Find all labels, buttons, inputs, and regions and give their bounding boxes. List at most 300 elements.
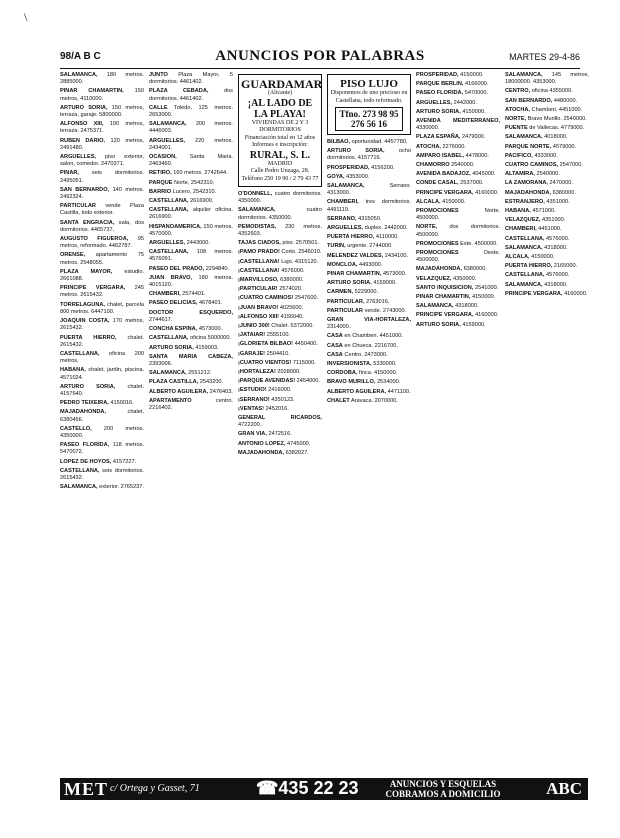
ad-text: 4318000. <box>544 281 568 288</box>
ad-text: 6380000. <box>280 277 304 284</box>
ad-heading: PINAR CHAMARTIN, <box>327 271 382 278</box>
ad-text: 2541000. <box>474 284 499 291</box>
ad-text: 5330000. <box>373 361 397 368</box>
classified-ad <box>149 198 233 205</box>
piso-lujo-phone-1: Tfno. 273 98 95 <box>339 109 399 119</box>
ad-heading: PLAZA CEBADA, <box>149 88 209 95</box>
ad-text: 2294840. <box>205 265 230 272</box>
ad-heading: SALAMANCA, <box>505 244 543 251</box>
ad-heading: CHAMBERI, <box>505 226 537 233</box>
ad-text: 6380000. <box>552 189 576 196</box>
ad-heading: CHALET <box>327 397 350 404</box>
ad-text: 4722200. <box>238 422 262 429</box>
ad-heading: BILBAO, <box>327 139 350 145</box>
ad-text: 4573000. <box>382 271 407 278</box>
ad-text: en Chueca. 2216700. <box>344 342 398 349</box>
classified-ad <box>60 105 144 119</box>
classified-ad <box>327 165 411 172</box>
classified-ad <box>505 162 589 169</box>
page-number: 98/A B C <box>60 51 101 62</box>
classified-ad <box>505 88 589 95</box>
classified-ad <box>60 409 144 423</box>
ad-text: 4450400. <box>294 341 318 348</box>
classified-ad <box>149 354 233 368</box>
classified-ad <box>60 187 144 201</box>
ad-text: alquiler oficina. 2616900. <box>149 207 233 221</box>
classified-ad <box>416 250 500 264</box>
piso-lujo-title: PISO LUJO <box>340 78 398 90</box>
classified-ad <box>505 208 589 215</box>
ad-heading: JUNTO <box>149 72 168 78</box>
ad-text: 4745000. <box>287 440 311 447</box>
ad-heading: PRINCIPE VERGARA, <box>505 290 563 297</box>
ad-heading: ¡CASTELLANA! <box>238 267 280 274</box>
ad-text: 2504410. <box>266 350 290 357</box>
ad-heading: MONCLOA, <box>327 261 358 268</box>
piso-lujo-phone-2: 276 56 16 <box>350 119 387 129</box>
ad-heading: JOAQUIN COSTA, <box>60 318 110 325</box>
ad-text: chalet, jardin, piscina. 4571024. <box>60 367 144 381</box>
classified-ad <box>238 378 322 385</box>
ad-heading: ¡PARTICULAR! <box>238 286 278 293</box>
ad-heading: PARQUE NORTE, <box>505 143 552 150</box>
ad-text: 160 metros. 2742644. <box>173 170 228 177</box>
classified-ad <box>238 277 322 284</box>
classified-ad <box>327 299 411 306</box>
classified-ad <box>416 162 500 169</box>
ad-heading: O'DONNELL, <box>238 191 273 197</box>
ad-text: exterior. 2765237. <box>99 484 144 491</box>
ad-heading: CASA <box>327 333 343 340</box>
ad-text: 2165000. <box>553 263 578 270</box>
ad-heading: PASEO FLORIDA, <box>416 90 464 97</box>
ad-heading: APARTAMENTO <box>149 397 192 404</box>
ad-text: 4110000. <box>375 234 399 241</box>
classified-ad <box>505 107 589 114</box>
ad-heading: CHAMBERI, <box>149 291 181 298</box>
ad-text: 6380000. <box>463 266 487 273</box>
ad-heading: SANTO INQUISICION, <box>416 284 474 291</box>
ad-text: 2547600. <box>294 295 319 302</box>
classified-ad <box>149 310 233 324</box>
ad-heading: ARGUELLES, <box>416 99 453 106</box>
classified-ad <box>149 180 233 187</box>
page-header <box>60 50 580 69</box>
guardamar-headline: ¡AL LADO DE LA PLAYA! <box>247 97 313 120</box>
classified-ad <box>416 72 500 79</box>
ad-heading: CORDOBA, <box>327 370 358 377</box>
ad-heading: CARMEN, <box>327 289 354 296</box>
ad-text: centro. 2216402. <box>149 397 233 411</box>
ad-heading: PASEO DEL PRADO, <box>149 265 205 272</box>
classified-ad <box>149 88 233 102</box>
classified-ad <box>60 203 144 217</box>
classified-ad <box>416 100 500 107</box>
ad-text: 4150016. <box>110 400 134 407</box>
ad-heading: SAN BERNARDO, <box>60 186 110 193</box>
classified-ad <box>416 285 500 292</box>
ad-text: 4573000. <box>198 326 223 333</box>
ad-heading: PINAR, <box>60 170 79 177</box>
classified-ad <box>505 272 589 279</box>
ad-heading: ARTURO SORIA, <box>149 344 194 351</box>
classified-ad <box>238 406 322 413</box>
classified-ad <box>505 72 589 86</box>
ad-text: 4156200. <box>371 164 395 171</box>
ad-heading: ARTURO SORIA, <box>327 148 385 155</box>
ad-heading: ARTURO SORIA, <box>416 321 461 328</box>
ad-text: 2616900. <box>190 198 214 205</box>
ad-text: Santa Maria. 2463460. <box>149 154 233 168</box>
classified-ad <box>416 224 500 238</box>
ad-text: 4150000. <box>442 198 466 205</box>
ad-text: 4350000. <box>453 275 477 282</box>
classified-ad <box>327 280 411 287</box>
classified-ad <box>505 254 589 261</box>
ad-heading: HABANA, <box>505 208 531 215</box>
ad-text: 4579000. <box>552 143 577 150</box>
classified-ad <box>60 351 144 365</box>
classified-ad <box>60 154 144 168</box>
classified-ad <box>327 243 411 250</box>
ad-text: oficina 4355000. <box>531 88 573 95</box>
ad-heading: ATOCHA, <box>416 143 441 150</box>
ad-heading: PARTICULAR <box>327 307 363 314</box>
ad-heading: PASEO DELICIAS, <box>149 300 198 307</box>
ad-heading: PLAZA MAYOR, <box>60 268 113 275</box>
ad-heading: ¡ESTUDIO! <box>238 387 267 394</box>
ad-text: chalet, parcela 800 metros. 6447100. <box>60 301 144 315</box>
classified-ad <box>149 379 233 386</box>
classified-ad <box>60 468 144 482</box>
ad-heading: ARTURO SORIA, <box>60 383 116 390</box>
ad-heading: MAJADAHONDA, <box>505 189 551 196</box>
ad-text: oficina 200 metros. <box>60 350 144 365</box>
ad-text: Chamberi. 4451000. <box>531 106 583 113</box>
ad-heading: PARTICULAR, <box>327 298 365 305</box>
ad-text: oportunidad. 4457780. <box>351 139 408 145</box>
ad-heading: CASA <box>327 351 343 358</box>
ad-text: 4166000. <box>465 81 489 88</box>
classified-ad <box>327 234 411 241</box>
ad-text: cuatro dormitorios. 4350000. <box>238 191 322 205</box>
ad-heading: MAJADAHONDA, <box>416 266 462 273</box>
footer-address: c/ Ortega y Gasset, 71 <box>110 783 200 794</box>
classified-ad <box>149 207 233 221</box>
ad-heading: PUERTA HIERRO, <box>327 234 375 241</box>
classified-ad <box>60 302 144 316</box>
ad-text: 4157227. <box>112 458 137 465</box>
ad-text: en Chamberi. 4451000. <box>344 333 403 340</box>
ad-text: finca. 4150000. <box>359 370 398 377</box>
ad-heading: ¡VENTAS! <box>238 405 264 412</box>
ad-heading: CASTELLANA, <box>505 235 545 242</box>
ad-text: 4478000. <box>465 152 489 159</box>
classified-ad <box>238 450 322 457</box>
classified-ad <box>149 300 233 307</box>
ad-text: chalet. 6380456. <box>60 409 144 423</box>
ad-heading: ¡MARVILLOSO, <box>238 277 279 284</box>
ad-text: 2574020. <box>279 286 303 293</box>
ad-text: 5470000. <box>464 90 489 97</box>
ad-heading: HISPANOAMERICA, <box>149 223 202 230</box>
ad-heading: PRINCIPE VERGARA, <box>416 189 474 196</box>
classified-ad <box>238 224 322 238</box>
ad-heading: SALAMANCA, <box>505 72 543 78</box>
ad-text: 4351000. <box>542 217 566 224</box>
classified-ad <box>505 116 589 123</box>
ad-heading: ¡PAMO PRADO! <box>238 249 280 256</box>
ad-text: sala, dos dormitorios. 4465737. <box>60 219 144 233</box>
ad-heading: PEDRO TEIXEIRA, <box>60 400 109 407</box>
ad-text: vende Plaza Castilla, todo exterior. <box>60 203 144 217</box>
ad-heading: SALAMANCA, <box>238 207 276 214</box>
ad-heading: CASA <box>327 342 343 349</box>
guardamar-line1: VIVIENDAS DE 2 Y 3 DORMITORIOS <box>251 119 309 133</box>
classified-ad <box>149 105 233 119</box>
ad-heading: HABANA, <box>60 367 86 374</box>
classified-ad <box>238 341 322 348</box>
ad-text: 2540000. <box>451 162 475 169</box>
ad-text: 150 metros, terraza, garaje. 5800000. <box>60 104 144 119</box>
classified-ad <box>505 291 589 298</box>
classified-ad <box>416 322 500 329</box>
classified-ad <box>238 207 322 221</box>
classified-ad <box>416 199 500 206</box>
classified-ad <box>60 252 144 266</box>
ad-text: 245 metros. 2615432. <box>60 285 144 299</box>
ad-heading: PINAR CHAMARTIN, <box>416 294 471 301</box>
ad-heading: ARTURO SORIA, <box>327 280 372 287</box>
ad-text: 2276000. <box>442 143 466 150</box>
ad-text: 2555100. <box>266 332 291 339</box>
classified-ad <box>149 389 233 396</box>
column-4 <box>327 72 411 772</box>
ad-heading: RETIRO, <box>149 170 172 177</box>
ad-text: 2534000. <box>376 379 401 386</box>
classified-ad <box>149 224 233 238</box>
ad-text: 4471100. <box>387 388 411 395</box>
ad-heading: TAJAS CIADOS, <box>238 240 281 247</box>
ad-heading: ARGUELLES, <box>327 225 364 232</box>
guardamar-city: MADRID <box>267 160 293 167</box>
ad-text: 2393006. <box>149 360 173 367</box>
ad-text: 4451000. <box>538 226 562 233</box>
classified-ad <box>505 153 589 160</box>
ad-text: chalet. 4157640. <box>60 383 144 397</box>
classified-ad <box>60 72 144 86</box>
ad-heading: RUBEN DARIO, <box>60 137 105 144</box>
ad-text: 2540000. <box>536 171 560 178</box>
ad-heading: VELAZQUEZ, <box>505 217 541 224</box>
ad-heading: PUERTA HIERRO, <box>60 334 117 341</box>
classified-ad <box>327 379 411 386</box>
classified-ad <box>149 189 233 196</box>
classified-ad <box>505 144 589 151</box>
ad-text: 2434100. <box>384 252 409 259</box>
ad-heading: ¡PARQUE AVENIDAS! <box>238 378 296 385</box>
classified-ad <box>238 441 322 448</box>
ad-heading: SALAMANCA, <box>505 281 543 288</box>
classified-ad <box>416 144 500 151</box>
classified-ad <box>327 398 411 405</box>
ad-heading: SANTA ENGRACIA, <box>60 219 115 226</box>
ad-heading: CHAMORRO <box>416 162 450 169</box>
ad-heading: CUATRO CAMINOS, <box>505 162 559 169</box>
ad-text: 4678401. <box>198 300 223 307</box>
classified-ad <box>505 180 589 187</box>
ad-heading: ¡SERRANO! <box>238 396 270 403</box>
ad-heading: ALFONSO XIII, <box>60 121 104 128</box>
ad-text: Este. 4500000. <box>460 240 498 247</box>
ad-text: 4571000. <box>532 208 556 215</box>
ad-heading: CASTELLO, <box>60 425 92 432</box>
ad-heading: ARTURO SORIA, <box>416 108 461 115</box>
classified-ad <box>149 370 233 377</box>
ad-text: Chalet. 6372000. <box>271 323 314 330</box>
ad-heading: SALAMANCA, <box>60 484 98 491</box>
classified-ad <box>327 317 411 331</box>
classified-ad <box>416 180 500 187</box>
ad-text: duplex. 2442000. <box>364 225 408 232</box>
footer-banner <box>60 778 588 800</box>
ad-text: 2470000. <box>549 180 573 187</box>
ad-heading: SALAMANCA, <box>416 303 454 310</box>
ad-heading: ARGUELLES, <box>149 240 186 247</box>
classified-ad <box>505 199 589 206</box>
classified-ad <box>416 134 500 141</box>
classified-ad <box>149 335 233 342</box>
classified-ad <box>327 253 411 260</box>
issue-date: MARTES 29-4-86 <box>509 52 580 62</box>
ad-heading: ARTURO SORIA, <box>60 104 108 111</box>
ad-heading: MELENDEZ VALDES, <box>327 252 384 259</box>
ad-text: 170 metros, 2615432. <box>60 318 144 332</box>
ad-heading: PLAZA CASTILLA, <box>149 379 199 386</box>
ad-text: 4159000. <box>373 280 397 287</box>
ad-text: 145 metros, 18000000. 4353000. <box>505 72 589 86</box>
ad-text: 4480000. <box>553 97 578 104</box>
ad-text: Plaza Mayor, 5 dormitorios. 4461402. <box>149 72 233 86</box>
ad-heading: SALAMANCA, <box>60 72 98 78</box>
ad-text: 4315050. <box>358 215 382 222</box>
ad-text: seis dormitorios. 2495051. <box>60 170 144 184</box>
classified-ad <box>238 314 322 321</box>
ad-heading: OCASION, <box>149 154 177 161</box>
ad-text: Serrano. 4313000. <box>327 183 411 197</box>
ad-heading: CASTELLANA, <box>505 272 545 279</box>
ad-heading: SAN BERNARDO, <box>505 97 553 104</box>
ad-heading: PRINCIPE VERGARA, <box>60 285 126 292</box>
ad-heading: MAJADAHONDA, <box>238 449 284 456</box>
ad-heading: PUERTA HIERRO, <box>505 263 553 270</box>
column-2 <box>149 72 233 772</box>
ad-text: Oeste. 4500000. <box>416 250 500 264</box>
footer-tagline-line2: COBRAMOS A DOMICILIO <box>385 789 501 799</box>
ad-text: Lucero, 2542310. <box>172 188 217 195</box>
classified-ad <box>327 352 411 359</box>
classified-ad <box>60 426 144 440</box>
ad-heading: VELAZQUEZ, <box>416 275 452 282</box>
classified-ad <box>238 295 322 302</box>
classified-ad <box>60 400 144 407</box>
classified-ad <box>149 170 233 177</box>
ad-text: 5229000. <box>354 289 379 296</box>
column-1 <box>60 72 144 772</box>
classified-ad <box>416 109 500 116</box>
classified-ad <box>416 266 500 273</box>
ad-text: 7115000. <box>292 359 316 366</box>
classified-ad <box>327 271 411 278</box>
ad-text: 120 metros, 2491480. <box>60 137 144 151</box>
ad-heading: PROMOCIONES <box>416 208 459 215</box>
ad-text: 4150000. <box>460 72 484 78</box>
classified-ad <box>238 286 322 293</box>
classified-ad <box>149 138 233 152</box>
ad-text: 6382027. <box>285 449 309 456</box>
ad-heading: JUAN BRAVO, <box>149 274 193 281</box>
classified-ad <box>327 216 411 223</box>
classified-ad <box>238 268 322 275</box>
ad-heading: AVENIDA BADAJOZ, <box>416 171 471 178</box>
ad-text: 4159003. <box>195 344 219 351</box>
ad-text: 2543200. <box>199 379 224 386</box>
ad-text: 180 metros. 4015120. <box>149 274 233 289</box>
classified-ad <box>149 121 233 135</box>
ad-text: 180 metros. 2885000. <box>60 72 144 86</box>
ad-heading: ¡JUAN BRAVO! <box>238 304 279 311</box>
ad-heading: PARQUE BERLIN, <box>416 81 464 88</box>
classified-ad <box>60 442 144 456</box>
ad-heading: ¡CUATRO VIENTOS! <box>238 359 292 366</box>
ad-text: 2476403. <box>209 388 233 395</box>
ad-text: Toledo, 125 metros. 2653000. <box>149 104 233 119</box>
classified-ad <box>416 81 500 88</box>
ad-heading: SALAMANCA, <box>505 134 543 141</box>
piso-lujo-text: Disponemos de uno precioso en Castellana, todo reformado. <box>330 90 408 104</box>
ad-heading: MAJADAHONDA, <box>60 409 106 416</box>
ad-heading: ¡JATAIAR! <box>238 332 266 339</box>
ad-heading: ORENSE, <box>60 252 86 259</box>
ad-heading: PACIFICO, <box>505 152 533 159</box>
ad-text: 2454000. <box>296 378 320 385</box>
ad-text: 4150000. <box>471 294 496 301</box>
ad-text: 4025600. <box>279 304 304 311</box>
ad-heading: ESTRANJERO, <box>505 198 545 205</box>
classified-ad <box>327 174 411 181</box>
ad-heading: ANTONIO LOPEZ, <box>238 440 286 447</box>
ad-text: piso. 2570501. <box>282 240 320 247</box>
ad-text: 4160000. <box>475 312 499 319</box>
ad-heading: CASTELLANA, <box>149 335 189 342</box>
ad-heading: ¡ALFONSO XIII! <box>238 313 280 320</box>
classified-ad <box>149 275 233 289</box>
ad-heading: SERRANO, <box>327 215 357 222</box>
ad-heading: AVENIDA MEDITERRANEO, <box>416 118 500 125</box>
ad-text: 2479000. <box>462 134 486 141</box>
classified-ad <box>505 125 589 132</box>
ad-text: apartamento 75 metros. 2548055. <box>60 252 144 266</box>
ad-text: vende. 2743000. <box>364 307 407 314</box>
classified-ad <box>505 245 589 252</box>
ad-heading: PUENTE <box>505 125 528 132</box>
classified-ad <box>416 190 500 197</box>
classified-ad <box>416 312 500 319</box>
page-title: ANUNCIOS POR PALABRAS <box>215 48 425 64</box>
column-6 <box>505 72 589 772</box>
classified-ad <box>60 269 144 283</box>
footer-phone <box>256 778 359 799</box>
